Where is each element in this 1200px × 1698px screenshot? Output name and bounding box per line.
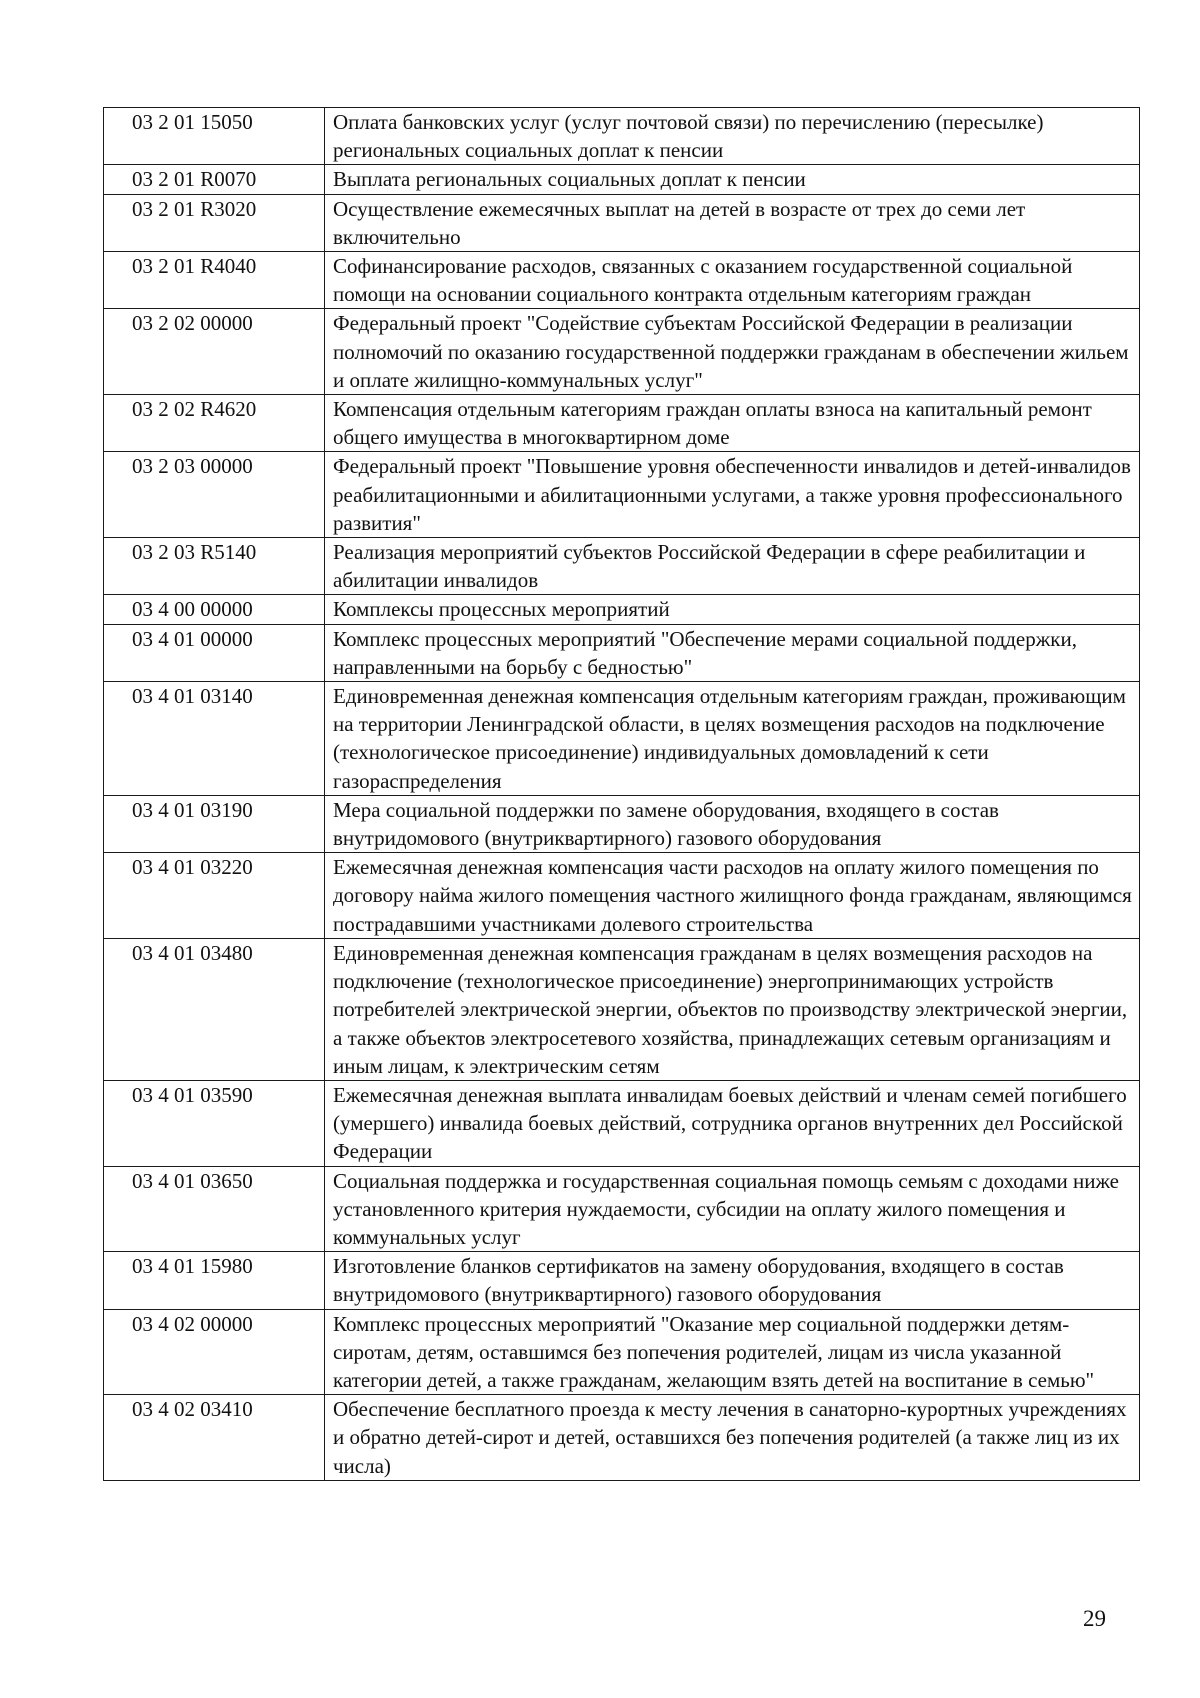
- table-body: [104, 108, 1140, 1481]
- row-name: Осуществление ежемесячных выплат на детей в возрасте от трех до семи лет включительно: [325, 194, 1140, 251]
- table-row: [104, 1395, 1140, 1481]
- table-row: [104, 1166, 1140, 1252]
- row-code: 03 4 01 03590: [104, 1080, 325, 1166]
- table-row: [104, 595, 1140, 624]
- row-code: 03 2 01 R0070: [104, 165, 325, 194]
- row-code: 03 2 01 R3020: [104, 194, 325, 251]
- row-name: Ежемесячная денежная компенсация части расходов на оплату жилого помещения по договору найма жилого помещения частного жилищного фонда гражданам, являющимся пострадавшими участниками долевого строительства: [325, 853, 1140, 939]
- row-code: 03 2 01 15050: [104, 108, 325, 165]
- row-name: Выплата региональных социальных доплат к пенсии: [325, 165, 1140, 194]
- table-row: [104, 1309, 1140, 1395]
- row-code: 03 2 03 00000: [104, 452, 325, 538]
- table-row: [104, 938, 1140, 1080]
- row-name: Федеральный проект "Содействие субъектам Российской Федерации в реализации полномочий по оказанию государственной поддержки гражданам в обеспечении жильем и оплате жилищно-коммунальных услуг": [325, 309, 1140, 395]
- row-name: Единовременная денежная компенсация отдельным категориям граждан, проживающим на территории Ленинградской области, в целях возмещения расходов на подключение (технологическое присоединение) индивидуальных домовладений к сети газораспределения: [325, 682, 1140, 796]
- row-name: Ежемесячная денежная выплата инвалидам боевых действий и членам семей погибшего (умершего) инвалида боевых действий, сотрудника органов внутренних дел Российской Федерации: [325, 1080, 1140, 1166]
- table-row: [104, 395, 1140, 452]
- row-name: Софинансирование расходов, связанных с оказанием государственной социальной помощи на основании социального контракта отдельным категориям граждан: [325, 252, 1140, 309]
- table-row: [104, 795, 1140, 852]
- table-row: [104, 1080, 1140, 1166]
- row-code: 03 4 01 03480: [104, 938, 325, 1080]
- row-code: 03 2 03 R5140: [104, 538, 325, 595]
- row-name: Комплекс процессных мероприятий "Обеспечение мерами социальной поддержки, направленными на борьбу с бедностью": [325, 624, 1140, 681]
- row-code: 03 2 01 R4040: [104, 252, 325, 309]
- row-code: 03 4 01 03190: [104, 795, 325, 852]
- row-name: Единовременная денежная компенсация гражданам в целях возмещения расходов на подключение (технологическое присоединение) энергопринимающих устройств потребителей электрической энергии, объектов по производству электрической энергии, а также объектов электросетевого хозяйства, принадлежащих сетевым организациям и иным лицам, к электрическим сетям: [325, 938, 1140, 1080]
- table-row: [104, 682, 1140, 796]
- table-row: [104, 853, 1140, 939]
- row-name: Социальная поддержка и государственная социальная помощь семьям с доходами ниже установленного критерия нуждаемости, субсидии на оплату жилого помещения и коммунальных услуг: [325, 1166, 1140, 1252]
- row-code: 03 4 01 15980: [104, 1252, 325, 1309]
- row-name: Оплата банковских услуг (услуг почтовой связи) по перечислению (пересылке) региональных социальных доплат к пенсии: [325, 108, 1140, 165]
- row-name: Федеральный проект "Повышение уровня обеспеченности инвалидов и детей-инвалидов реабилитационными и абилитационными услугами, а также уровня профессионального развития": [325, 452, 1140, 538]
- table-row: [104, 1252, 1140, 1309]
- table-row: [104, 165, 1140, 194]
- row-name: Реализация мероприятий субъектов Российской Федерации в сфере реабилитации и абилитации инвалидов: [325, 538, 1140, 595]
- row-code: 03 4 01 03220: [104, 853, 325, 939]
- page-number: 29: [1083, 1606, 1106, 1631]
- row-name: Компенсация отдельным категориям граждан оплаты взноса на капитальный ремонт общего имущества в многоквартирном доме: [325, 395, 1140, 452]
- table-row: [104, 309, 1140, 395]
- row-name: Изготовление бланков сертификатов на замену оборудования, входящего в состав внутридомового (внутриквартирного) газового оборудования: [325, 1252, 1140, 1309]
- budget-classification-table: [103, 107, 1140, 1481]
- row-code: 03 2 02 R4620: [104, 395, 325, 452]
- table-row: [104, 452, 1140, 538]
- row-name: Обеспечение бесплатного проезда к месту лечения в санаторно-курортных учреждениях и обратно детей-сирот и детей, оставшихся без попечения родителей (а также лиц из их числа): [325, 1395, 1140, 1481]
- table-row: [104, 538, 1140, 595]
- row-code: 03 4 00 00000: [104, 595, 325, 624]
- row-code: 03 4 01 00000: [104, 624, 325, 681]
- row-name: Комплексы процессных мероприятий: [325, 595, 1140, 624]
- row-code: 03 4 02 00000: [104, 1309, 325, 1395]
- row-name: Комплекс процессных мероприятий "Оказание мер социальной поддержки детям-сиротам, детям, оставшимся без попечения родителей, лицам из числа указанной категории детей, а также гражданам, желающим взять детей на воспитание в семью": [325, 1309, 1140, 1395]
- table-row: [104, 108, 1140, 165]
- table-row: [104, 624, 1140, 681]
- row-code: 03 4 02 03410: [104, 1395, 325, 1481]
- row-code: 03 2 02 00000: [104, 309, 325, 395]
- row-name: Мера социальной поддержки по замене оборудования, входящего в состав внутридомового (внутриквартирного) газового оборудования: [325, 795, 1140, 852]
- row-code: 03 4 01 03140: [104, 682, 325, 796]
- row-code: 03 4 01 03650: [104, 1166, 325, 1252]
- table-row: [104, 194, 1140, 251]
- table-row: [104, 252, 1140, 309]
